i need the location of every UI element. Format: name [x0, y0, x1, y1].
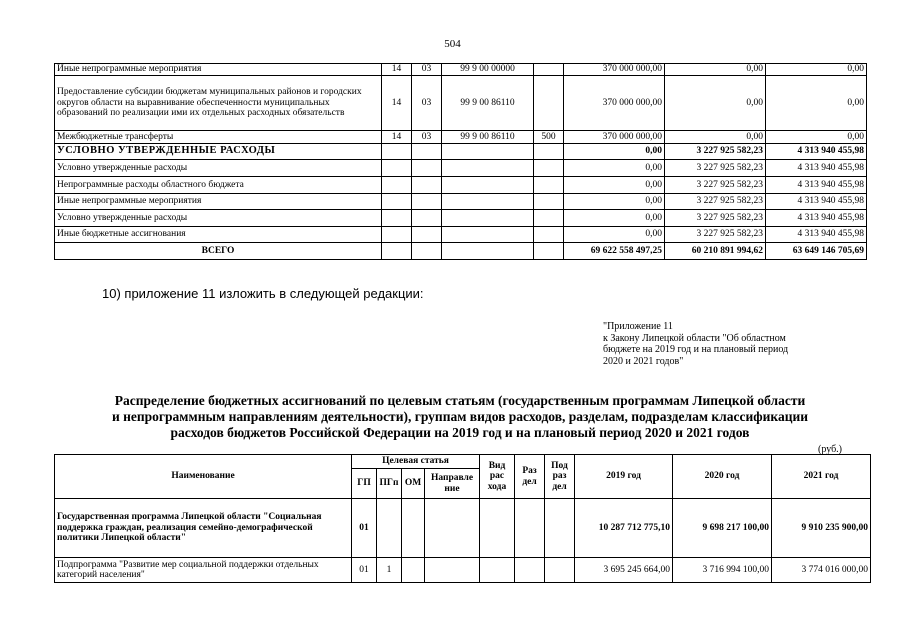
appendix-note-line: "Приложение 11	[603, 321, 673, 332]
header-section: Раз дел	[515, 455, 545, 499]
total-2019: 69 622 558 497,25	[564, 243, 665, 260]
row-target-article: 99 9 00 86110	[442, 76, 534, 131]
row-target-article	[442, 210, 534, 227]
row-expense-type: 500	[534, 131, 564, 144]
total-2021: 63 649 146 705,69	[766, 243, 867, 260]
table-row	[55, 558, 871, 583]
row-target-article: 99 9 00 00000	[442, 64, 534, 76]
header-pgp: ПГп	[377, 469, 402, 499]
row-gp	[382, 144, 412, 160]
row-2019: 0,00	[564, 210, 665, 227]
row-subsection: 03	[412, 131, 442, 144]
row-section	[515, 558, 545, 583]
row-2019: 370 000 000,00	[564, 76, 665, 131]
row-expense-type	[534, 144, 564, 160]
header-2021: 2021 год	[772, 455, 871, 499]
title-line: расходов бюджетов Российской Федерации на 2019 год и на плановый период 2020 и 2021 годов	[170, 425, 750, 440]
row-2021: 0,00	[766, 64, 867, 76]
row-target-article	[442, 243, 534, 260]
table-row	[55, 177, 867, 194]
row-2021: 4 313 940 455,98	[766, 194, 867, 210]
row-2020: 3 227 925 582,23	[665, 144, 766, 160]
header-2020: 2020 год	[673, 455, 772, 499]
row-expense-type	[534, 64, 564, 76]
row-target-article	[442, 144, 534, 160]
row-2019: 0,00	[564, 227, 665, 243]
row-2019: 10 287 712 775,10	[575, 499, 673, 558]
header-om: ОМ	[402, 469, 425, 499]
header-direction: Направле ние	[425, 469, 480, 499]
row-2020: 0,00	[665, 64, 766, 76]
row-2021: 0,00	[766, 131, 867, 144]
row-2019: 3 695 245 664,00	[575, 558, 673, 583]
table-row	[55, 160, 867, 177]
row-target-article	[442, 160, 534, 177]
row-2020: 0,00	[665, 76, 766, 131]
row-2019: 0,00	[564, 144, 665, 160]
row-pgp: 1	[377, 558, 402, 583]
row-direction	[425, 499, 480, 558]
row-om	[402, 558, 425, 583]
row-subsection	[412, 160, 442, 177]
table-row	[55, 194, 867, 210]
header-2019: 2019 год	[575, 455, 673, 499]
table-row	[55, 76, 867, 131]
row-2020: 9 698 217 100,00	[673, 499, 772, 558]
row-name: Межбюджетные трансферты	[55, 131, 382, 144]
row-gp	[382, 243, 412, 260]
row-expense-type	[534, 177, 564, 194]
row-expense-type	[534, 194, 564, 210]
row-target-article	[442, 227, 534, 243]
row-name: Иные бюджетные ассигнования	[55, 227, 382, 243]
table-row	[55, 64, 867, 76]
row-2021: 9 910 235 900,00	[772, 499, 871, 558]
row-2021: 4 313 940 455,98	[766, 144, 867, 160]
row-expense-type	[534, 243, 564, 260]
row-gp: 14	[382, 64, 412, 76]
appendix-note	[603, 321, 788, 367]
row-2020: 3 227 925 582,23	[665, 227, 766, 243]
row-name: Иные непрограммные мероприятия	[55, 194, 382, 210]
row-expense-type	[480, 558, 515, 583]
row-subsection	[412, 194, 442, 210]
row-2019: 0,00	[564, 194, 665, 210]
row-direction	[425, 558, 480, 583]
row-target-article	[442, 194, 534, 210]
row-name: Условно утвержденные расходы	[55, 210, 382, 227]
header-row	[55, 455, 871, 469]
table-total-row	[55, 243, 867, 260]
appendix-note-line: к Закону Липецкой области "Об областном	[603, 332, 786, 344]
row-name: Предоставление субсидии бюджетам муниципальных районов и городских округов области на выравнивание обеспеченности муниципальных образований по реализации ими их отдельных расходных обязательств	[55, 76, 382, 131]
row-subsection	[545, 499, 575, 558]
amendment-paragraph: 10) приложение 11 изложить в следующей редакции:	[102, 286, 424, 301]
row-2021: 4 313 940 455,98	[766, 160, 867, 177]
row-gp: 01	[352, 499, 377, 558]
row-expense-type	[480, 499, 515, 558]
row-name: Государственная программа Липецкой области "Социальная поддержка граждан, реализация семейно-демографической политики Липецкой области"	[55, 499, 352, 558]
row-2020: 3 227 925 582,23	[665, 160, 766, 177]
row-target-article	[442, 177, 534, 194]
table-row	[55, 210, 867, 227]
row-name: Условно утвержденные расходы	[55, 160, 382, 177]
row-2021: 4 313 940 455,98	[766, 177, 867, 194]
table-row	[55, 131, 867, 144]
header-name: Наименование	[55, 455, 352, 499]
row-subsection	[412, 177, 442, 194]
row-2020: 3 227 925 582,23	[665, 177, 766, 194]
total-2020: 60 210 891 994,62	[665, 243, 766, 260]
table-row	[55, 227, 867, 243]
row-pgp	[377, 499, 402, 558]
row-expense-type	[534, 160, 564, 177]
row-2021: 4 313 940 455,98	[766, 210, 867, 227]
row-name: Подпрограмма "Развитие мер социальной поддержки отдельных категорий населения"	[55, 558, 352, 583]
row-section	[515, 499, 545, 558]
appendix-note-line: бюджете на 2019 год и на плановый период	[603, 344, 789, 355]
table-row	[55, 144, 867, 160]
row-gp	[382, 160, 412, 177]
header-target-article: Целевая статья	[352, 455, 480, 469]
row-gp	[382, 194, 412, 210]
row-target-article: 99 9 00 86110	[442, 131, 534, 144]
row-gp: 01	[352, 558, 377, 583]
row-2021: 4 313 940 455,98	[766, 227, 867, 243]
title-line: Распределение бюджетных ассигнований по целевым статьям (государственным программам Липецкой области	[114, 393, 806, 408]
row-subsection	[412, 210, 442, 227]
appendix-11-table	[54, 454, 871, 583]
page-number: 504	[444, 38, 461, 50]
table-row	[55, 499, 871, 558]
row-2019: 0,00	[564, 160, 665, 177]
row-om	[402, 499, 425, 558]
budget-table-continued	[54, 63, 867, 260]
row-2019: 370 000 000,00	[564, 64, 665, 76]
row-expense-type	[534, 227, 564, 243]
appendix-note-line: 2020 и 2021 годов"	[603, 355, 684, 367]
row-2019: 370 000 000,00	[564, 131, 665, 144]
row-2021: 0,00	[766, 76, 867, 131]
row-subsection	[412, 227, 442, 243]
row-subsection	[412, 243, 442, 260]
row-2019: 0,00	[564, 177, 665, 194]
row-subsection: 03	[412, 64, 442, 76]
row-2020: 0,00	[665, 131, 766, 144]
row-expense-type	[534, 210, 564, 227]
title-line: и непрограммным направлениям деятельности), группам видов расходов, разделам, подразделам классификации	[111, 409, 809, 424]
row-name: УСЛОВНО УТВЕРЖДЕННЫЕ РАСХОДЫ	[55, 144, 382, 160]
row-gp	[382, 227, 412, 243]
row-subsection	[545, 558, 575, 583]
row-2020: 3 227 925 582,23	[665, 194, 766, 210]
header-expense-type: Вид рас хода	[480, 455, 515, 499]
row-2020: 3 227 925 582,23	[665, 210, 766, 227]
row-name: Непрограммные расходы областного бюджета	[55, 177, 382, 194]
row-gp: 14	[382, 76, 412, 131]
row-subsection: 03	[412, 76, 442, 131]
row-2020: 3 716 994 100,00	[673, 558, 772, 583]
row-subsection	[412, 144, 442, 160]
row-gp	[382, 177, 412, 194]
header-gp: ГП	[352, 469, 377, 499]
row-2021: 3 774 016 000,00	[772, 558, 871, 583]
total-label: ВСЕГО	[55, 243, 382, 260]
currency-unit: (руб.)	[818, 444, 842, 455]
header-subsection: Под раз дел	[545, 455, 575, 499]
document-title	[54, 393, 866, 441]
row-gp	[382, 210, 412, 227]
row-gp: 14	[382, 131, 412, 144]
row-name: Иные непрограммные мероприятия	[55, 64, 382, 76]
row-expense-type	[534, 76, 564, 131]
